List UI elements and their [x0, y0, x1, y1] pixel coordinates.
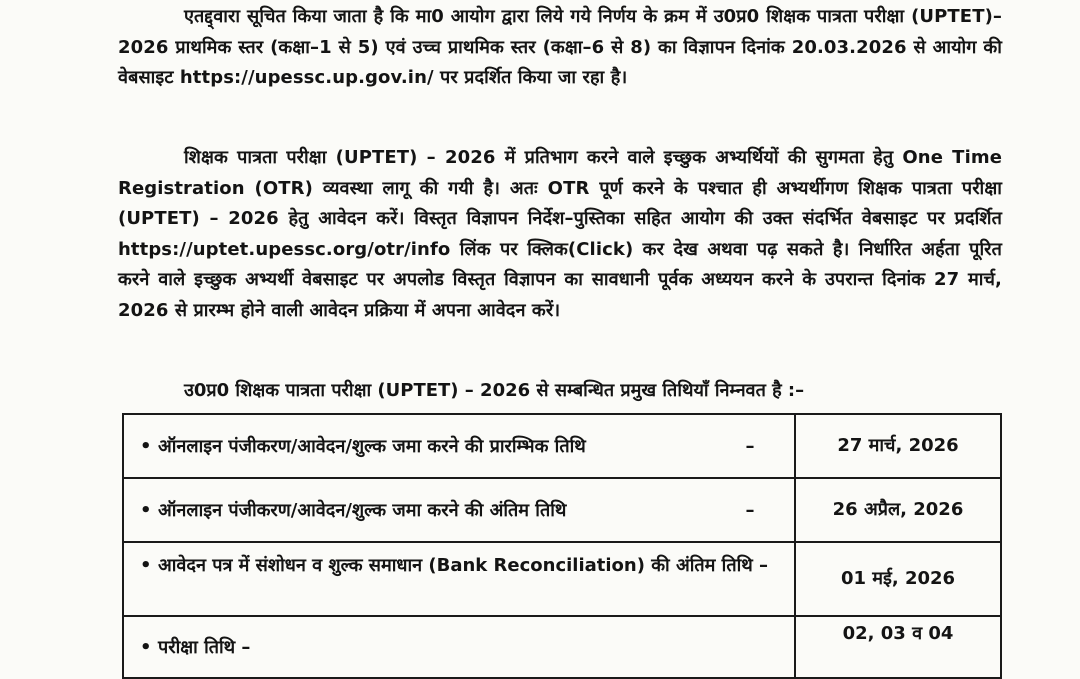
date-value: 01 मई, 2026	[840, 568, 956, 589]
bullet-icon: •	[140, 436, 152, 457]
table-row	[124, 617, 1000, 679]
key-dates-table	[122, 413, 1002, 679]
key-dates-intro: उ0प्र0 शिक्षक पात्रता परीक्षा (UPTET) – 2026 से सम्बन्धित प्रमुख तिथियाँ निम्नवत है :–	[184, 380, 805, 401]
date-dash: –	[745, 500, 755, 521]
notice-paragraph-2: शिक्षक पात्रता परीक्षा (UPTET) – 2026 में प्रतिभाग करने वाले इच्छुक अभ्यर्थियों की सुगमता हेतु One Time Registration (OTR) व्यवस्था लागू की गयी है। अतः OTR पूर्ण करने के पश्चात ही अभ्यर्थीगण शिक्षक पात्रता परीक्षा (UPTET) – 2026 हेतु आवेदन करें। विस्तृत विज्ञापन निर्देश–पुस्तिका सहित आयोग की उक्त संदर्भित वेबसाइट पर प्रदर्शित https://uptet.upessc.org/otr/info लिंक पर क्लिक(Click) कर देख अथवा पढ़ सकते है। निर्धारित अर्हता पूरित करने वाले इच्छुक अभ्यर्थी वेबसाइट पर अपलोड विस्तृत विज्ञापन का सावधानी पूर्वक अध्ययन करने के उपरान्त दिनांक 27 मार्च, 2026 से प्रारम्भ होने वाली आवेदन प्रक्रिया में अपना आवेदन करें।	[118, 147, 1002, 321]
bullet-icon: •	[140, 555, 152, 576]
date-value: 02, 03 व 04	[842, 623, 954, 644]
date-label: परीक्षा तिथि –	[158, 637, 251, 658]
table-row	[124, 543, 1000, 617]
date-label: ऑनलाइन पंजीकरण/आवेदन/शुल्क जमा करने की प्रारम्भिक तिथि	[158, 436, 586, 457]
bullet-icon: •	[140, 500, 152, 521]
date-label-cell	[124, 415, 796, 477]
date-label: आवेदन पत्र में संशोधन व शुल्क समाधान (Bank Reconciliation) की अंतिम तिथि –	[158, 555, 769, 576]
date-value: 27 मार्च, 2026	[837, 435, 959, 456]
table-row	[124, 479, 1000, 543]
table-row	[124, 415, 1000, 479]
date-label-cell	[124, 479, 796, 541]
date-label: ऑनलाइन पंजीकरण/आवेदन/शुल्क जमा करने की अंतिम तिथि	[158, 500, 567, 521]
notice-paragraph-1: एतद्द्वारा सूचित किया जाता है कि मा0 आयोग द्वारा लिये गये निर्णय के क्रम में उ0प्र0 शिक्षक पात्रता परीक्षा (UPTET)–2026 प्राथमिक स्तर (कक्षा–1 से 5) एवं उच्च प्राथमिक स्तर (कक्षा–6 से 8) का विज्ञापन दिनांक 20.03.2026 से आयोग की वेबसाइट https://upessc.up.gov.in/ पर प्रदर्शित किया जा रहा है।	[118, 6, 1002, 88]
date-value: 26 अप्रैल, 2026	[832, 499, 964, 520]
date-label-cell	[124, 617, 796, 677]
bullet-icon: •	[140, 637, 152, 658]
date-dash: –	[745, 436, 755, 457]
date-label-cell	[124, 543, 796, 615]
